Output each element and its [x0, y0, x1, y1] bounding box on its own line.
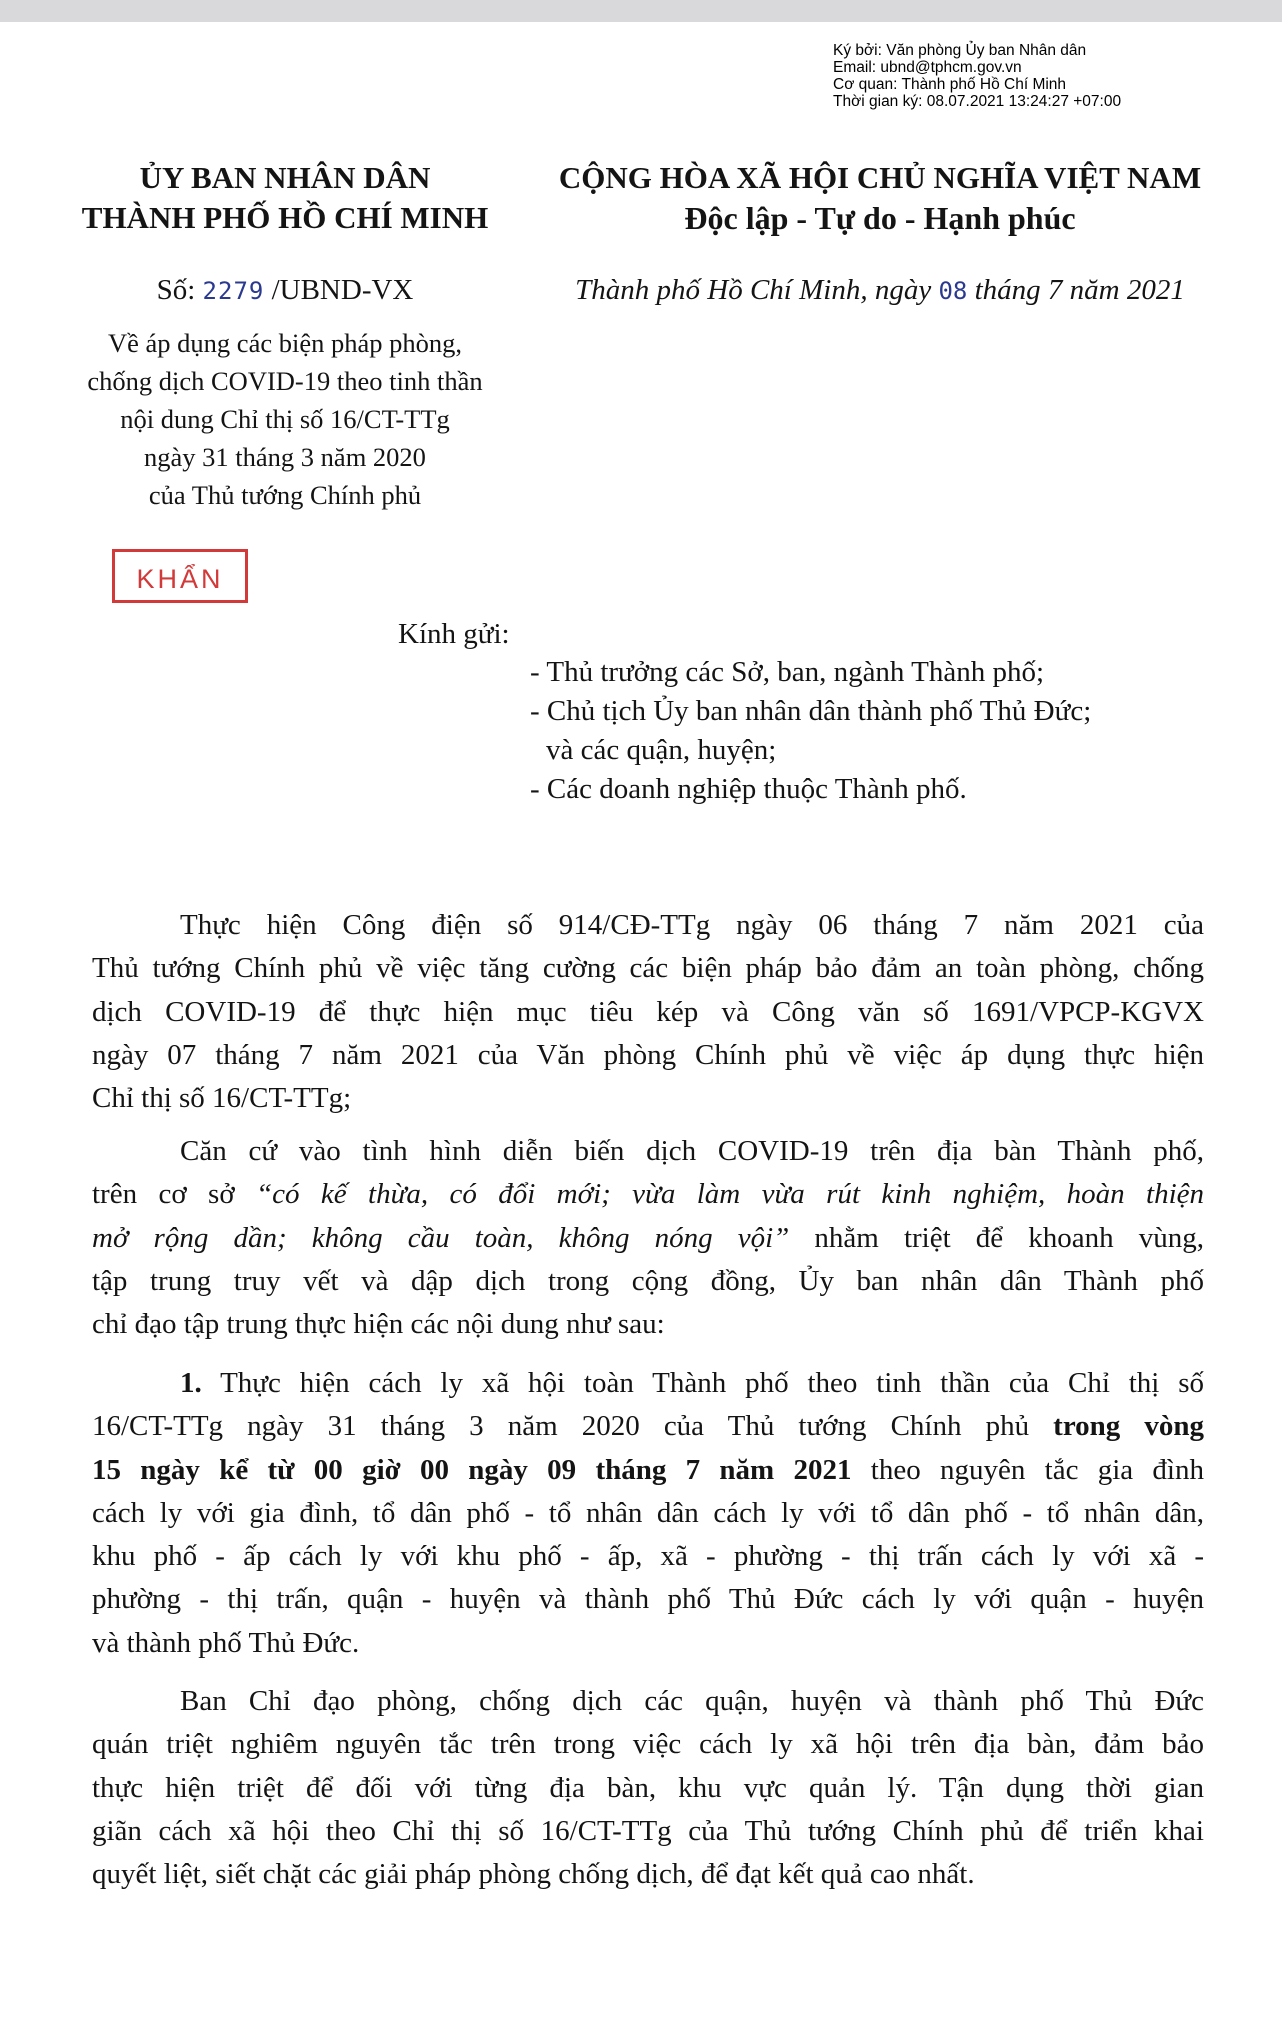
p2-quote-part: “có kế thừa, có đổi mới; vừa làm vừa rút kinh nghiệm, hoàn thiện [256, 1178, 1205, 1211]
signature-email: Email: ubnd@tphcm.gov.vn [833, 59, 1022, 76]
p3-bold-part: 15 ngày kể từ 00 giờ 00 ngày 09 tháng 7 năm 2021 [92, 1453, 852, 1486]
national-title: CỘNG HÒA XÃ HỘI CHỦ NGHĨA VIỆT NAM [558, 160, 1202, 195]
subject-line: chống dịch COVID-19 theo tinh thần [87, 366, 483, 396]
urgent-stamp: KHẨN [112, 549, 248, 603]
doc-no-suffix: /UBND-VX [264, 274, 414, 306]
signature-agency: Cơ quan: Thành phố Hồ Chí Minh [833, 76, 1067, 93]
p4-line: quán triệt nghiêm nguyên tắc trên trong việc cách ly xã hội trên địa bàn, đảm bảo [92, 1728, 1204, 1761]
national-header [500, 158, 1260, 238]
p2-line: tập trung truy vết và dập dịch trong cộng đồng, Ủy ban nhân dân Thành phố [92, 1264, 1204, 1297]
doc-no-handwritten: 2279 [202, 277, 265, 305]
signature-signed-by: Ký bởi: Văn phòng Ủy ban Nhân dân [833, 42, 1087, 59]
top-bar [0, 0, 1282, 22]
p3-line: cách ly với gia đình, tổ dân phố - tổ nhân dân cách ly với tổ dân phố - tổ nhân dân, [92, 1496, 1204, 1529]
p3-line: phường - thị trấn, quận - huyện và thành phố Thủ Đức cách ly với quận - huyện [92, 1583, 1204, 1616]
document-subject [40, 324, 530, 514]
paragraph-1 [92, 904, 1204, 1120]
recipient-item: và các quận, huyện; [546, 734, 777, 766]
p1-line: Thủ tướng Chính phủ về việc tăng cường các biện pháp bảo đảm an toàn phòng, chống [92, 952, 1204, 985]
subject-line: nội dung Chỉ thị số 16/CT-TTg [120, 404, 450, 434]
p3-line-part: 16/CT-TTg ngày 31 tháng 3 năm 2020 của Thủ tướng Chính phủ [92, 1410, 1054, 1443]
document-date [500, 274, 1260, 307]
p4-line: thực hiện triệt để đối với từng địa bàn, khu vực quản lý. Tận dụng thời gian [92, 1771, 1204, 1804]
p2-line: chỉ đạo tập trung thực hiện các nội dung như sau: [92, 1308, 665, 1341]
recipient-item: - Các doanh nghiệp thuộc Thành phố. [530, 773, 967, 805]
p1-line: ngày 07 tháng 7 năm 2021 của Văn phòng Chính phủ về việc áp dụng thực hiện [92, 1038, 1204, 1071]
recipient-item: - Chủ tịch Ủy ban nhân dân thành phố Thủ Đức; [530, 695, 1092, 727]
p3-bold-part: trong vòng [1053, 1410, 1204, 1443]
recipient-item: - Thủ trưởng các Sở, ban, ngành Thành phố; [530, 656, 1045, 688]
p1-line: dịch COVID-19 để thực hiện mục tiêu kép và Công văn số 1691/VPCP-KGVX [92, 995, 1204, 1028]
p2-line-part: trên cơ sở [92, 1178, 257, 1211]
date-day-handwritten: 08 [938, 277, 968, 305]
national-motto: Độc lập - Tự do - Hạnh phúc [684, 200, 1076, 236]
salutation: Kính gửi: [398, 618, 510, 650]
p3-line: và thành phố Thủ Đức. [92, 1626, 360, 1659]
subject-line: của Thủ tướng Chính phủ [148, 480, 422, 510]
agency-line-2: THÀNH PHỐ HỒ CHÍ MINH [81, 200, 489, 235]
agency-line-1: ỦY BAN NHÂN DÂN [139, 160, 431, 195]
date-prefix: Thành phố Hồ Chí Minh, ngày [575, 274, 939, 306]
issuing-agency-header [40, 158, 530, 238]
date-suffix: tháng 7 năm 2021 [967, 274, 1185, 306]
p3-line: khu phố - ấp cách ly với khu phố - ấp, xã - phường - thị trấn cách ly với xã - [92, 1540, 1204, 1573]
item-number: 1. [180, 1367, 202, 1399]
signature-time: Thời gian ký: 08.07.2021 13:24:27 +07:00 [833, 93, 1122, 110]
paragraph-2 [92, 1130, 1204, 1346]
p3-line-part: theo nguyên tắc gia đình [851, 1453, 1204, 1486]
p4-line: Ban Chỉ đạo phòng, chống dịch các quận, huyện và thành phố Thủ Đức [180, 1685, 1204, 1717]
doc-no-prefix: Số: [156, 274, 203, 306]
document-number [40, 274, 530, 307]
paragraph-4 [92, 1680, 1204, 1896]
p4-line: giãn cách xã hội theo Chỉ thị số 16/CT-TTg của Thủ tướng Chính phủ để triển khai [92, 1814, 1204, 1847]
subject-line: ngày 31 tháng 3 năm 2020 [144, 442, 426, 472]
p2-line: Căn cứ vào tình hình diễn biến dịch COVID-19 trên địa bàn Thành phố, [180, 1135, 1204, 1167]
p2-quote-part: mở rộng dần; không cầu toàn, không nóng vội” [92, 1221, 790, 1254]
paragraph-3 [92, 1362, 1204, 1665]
subject-line: Về áp dụng các biện pháp phòng, [108, 328, 462, 358]
p4-line: quyết liệt, siết chặt các giải pháp phòng chống dịch, để đạt kết quả cao nhất. [92, 1858, 975, 1891]
p2-line-part: nhằm triệt để khoanh vùng, [789, 1221, 1205, 1254]
p1-line: Thực hiện Công điện số 914/CĐ-TTg ngày 06 tháng 7 năm 2021 của [180, 909, 1204, 941]
p3-line: Thực hiện cách ly xã hội toàn Thành phố theo tinh thần của Chỉ thị số [201, 1367, 1204, 1399]
digital-signature-block [833, 42, 1121, 110]
p1-line: Chỉ thị số 16/CT-TTg; [92, 1082, 352, 1115]
